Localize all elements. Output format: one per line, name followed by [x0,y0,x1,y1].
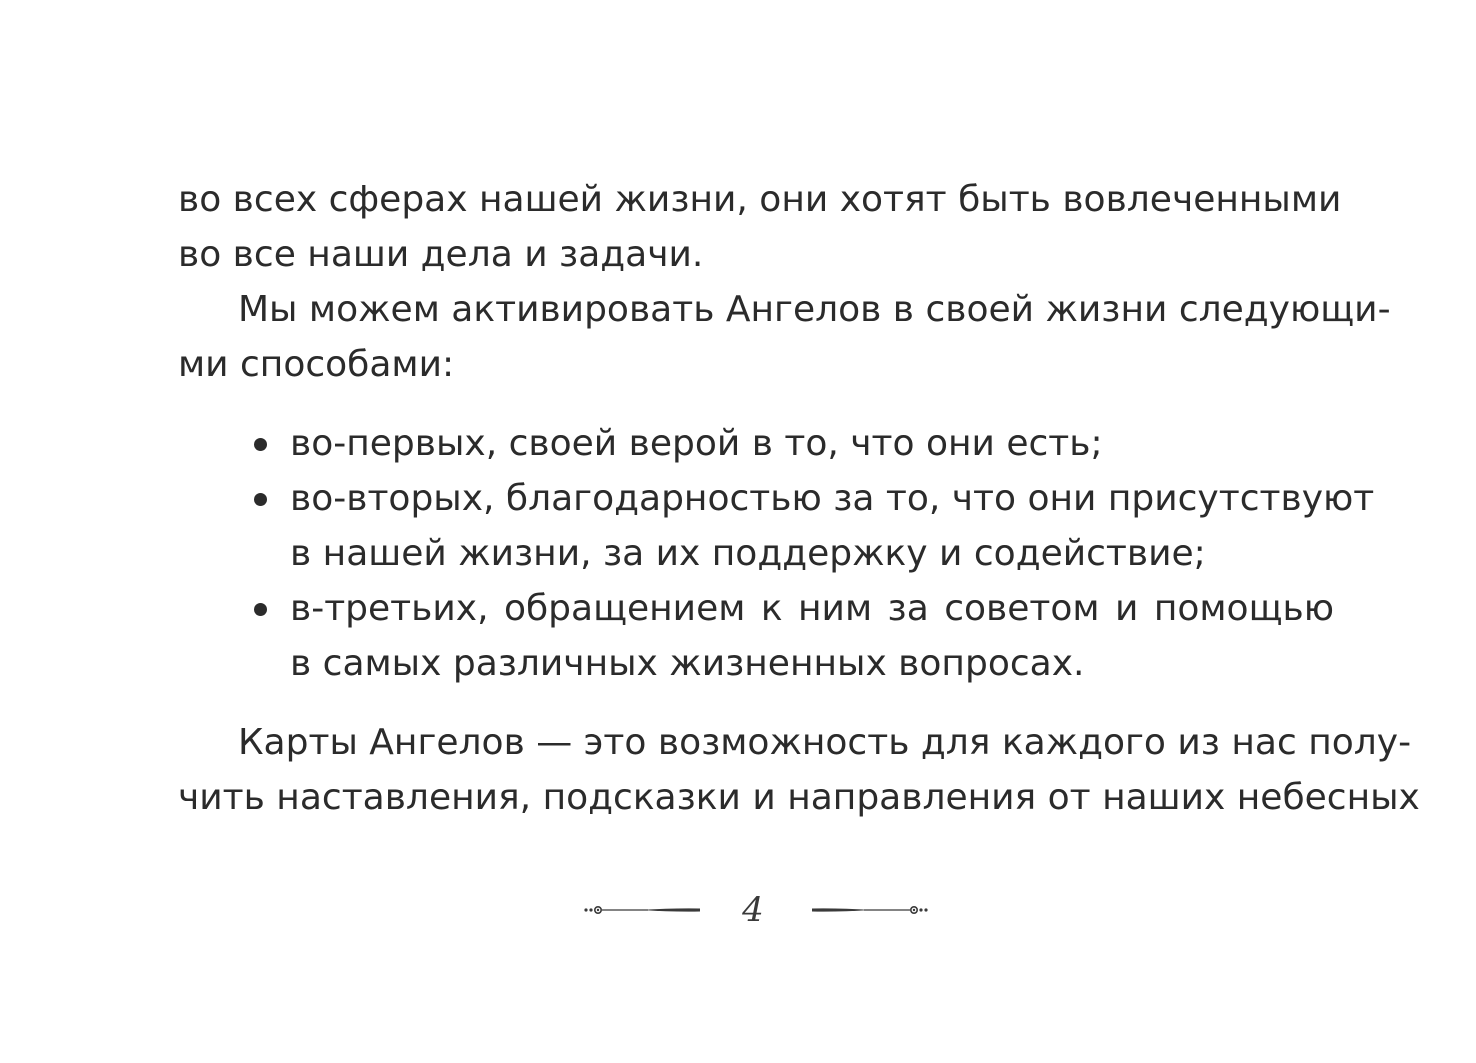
bullet-item-3-continuation [178,636,1334,691]
bullet-item-1-text: во-первых, своей верой в то, что они есть; [290,423,1103,464]
bullet-item-2 [178,471,1375,526]
bullet-item-3-text-line-2: в самых различных жизненных вопросах. [290,643,1085,684]
bullet-icon [254,493,267,506]
paragraph-3-line-2: чить наставления, подсказки и направления от наших небесных [178,777,1420,818]
page-number: 4 [742,890,764,930]
page-footer [0,888,1476,932]
paragraph-2-line-1: Мы можем активировать Ангелов в своей жизни следующи- [238,289,1391,330]
bullet-icon [254,438,267,451]
page-text [178,172,1420,825]
bullet-item-3 [178,581,1334,636]
bullet-item-2-text-line-1: во-вторых, благодарностью за то, что они присутствуют [290,478,1375,519]
paragraph-3-line-1: Карты Ангелов — это возможность для каждого из нас полу- [238,722,1412,763]
bullet-item-2-text-line-2: в нашей жизни, за их поддержку и содействие; [290,533,1206,574]
spacer [178,392,1334,416]
paragraph-1-line-2: во все наши дела и задачи. [178,234,704,275]
left-ornament-icon [582,888,704,932]
bullet-item-1 [178,416,1334,471]
right-ornament-icon [808,888,930,932]
paragraph-2-line-2: ми способами: [178,344,455,385]
paragraph-1-line-1: во всех сферах нашей жизни, они хотят быть вовлеченными [178,179,1342,220]
bullet-icon [254,603,267,616]
bullet-item-3-text-line-1: в-третьих, обращением к ним за советом и помощью [290,588,1334,629]
spacer [178,691,1334,715]
bullet-item-2-continuation [178,526,1334,581]
